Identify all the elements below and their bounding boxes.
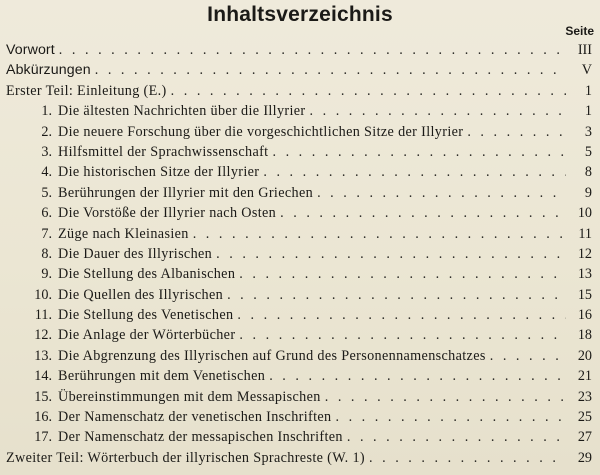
- dot-leader: [263, 162, 566, 182]
- toc-entry-number: 5.: [41, 184, 52, 201]
- toc-entry-number: 13.: [34, 347, 52, 364]
- toc-entry-label: Berührungen mit dem Venetischen: [58, 368, 266, 385]
- toc-entry: [0, 448, 600, 468]
- toc-entry-number: 3.: [41, 143, 52, 160]
- dot-leader: [227, 285, 566, 305]
- toc-entry-label: Vorwort: [6, 42, 55, 58]
- toc-entry-page: 9: [584, 184, 592, 201]
- toc-entry-number: 15.: [34, 388, 52, 405]
- dot-leader: [269, 366, 566, 386]
- toc-entry: [0, 122, 600, 142]
- toc-entry: [0, 285, 600, 305]
- dot-leader: [95, 60, 566, 80]
- toc-entry-label: Die historischen Sitze der Illyrier: [58, 164, 260, 181]
- dot-leader: [317, 183, 566, 203]
- toc-entry-page: 20: [577, 347, 592, 364]
- toc-entry: [0, 60, 600, 80]
- dot-leader: [335, 407, 566, 427]
- dot-leader: [171, 81, 566, 101]
- toc-entry-page: III: [577, 42, 592, 58]
- toc-entry-page: 27: [577, 429, 592, 446]
- toc-entry-page: 10: [577, 205, 592, 222]
- toc-entry: [0, 244, 600, 264]
- toc-entry-number: 16.: [34, 409, 52, 426]
- dot-leader: [272, 142, 566, 162]
- toc-entry-label: Übereinstimmungen mit dem Messapischen: [58, 388, 321, 405]
- toc-entry-page: 25: [577, 409, 592, 426]
- toc-entry: [0, 40, 600, 60]
- toc-entry: [0, 81, 600, 101]
- toc-entry-label: Die Dauer des Illyrischen: [58, 245, 213, 262]
- toc-entry-number: 8.: [41, 245, 52, 262]
- toc-entry-label: Der Namenschatz der messapischen Inschriften: [58, 429, 343, 446]
- toc-entry: [0, 162, 600, 182]
- page-column-header: Seite: [565, 24, 594, 38]
- dot-leader: [280, 203, 566, 223]
- dot-leader: [239, 264, 566, 284]
- toc-entry-page: 3: [584, 123, 592, 140]
- table-of-contents: [0, 40, 600, 468]
- toc-entry: [0, 407, 600, 427]
- toc-entry-page: 18: [577, 327, 592, 344]
- page-title: Inhaltsverzeichnis: [207, 3, 393, 26]
- toc-entry: [0, 142, 600, 162]
- toc-entry-number: 6.: [41, 205, 52, 222]
- toc-entry-number: 1.: [41, 103, 52, 120]
- toc-entry: [0, 101, 600, 121]
- toc-entry-label: Die Vorstöße der Illyrier nach Osten: [58, 205, 277, 222]
- toc-entry: [0, 203, 600, 223]
- toc-entry-page: 29: [577, 449, 592, 466]
- dot-leader: [325, 387, 566, 407]
- toc-entry-label: Abkürzungen: [6, 62, 91, 79]
- toc-entry-page: 8: [584, 164, 592, 181]
- toc-entry-number: 2.: [41, 123, 52, 140]
- toc-entry: [0, 427, 600, 447]
- toc-entry-page: 15: [577, 286, 592, 303]
- toc-entry-label: Erster Teil: Einleitung (E.): [6, 82, 167, 99]
- toc-entry-number: 10.: [34, 286, 52, 303]
- toc-entry: [0, 305, 600, 325]
- toc-entry-page: 11: [578, 225, 592, 242]
- toc-entry: [0, 224, 600, 244]
- toc-entry-page: 12: [577, 245, 592, 262]
- dot-leader: [239, 325, 566, 345]
- dot-leader: [237, 305, 566, 325]
- toc-entry-page: 5: [584, 143, 592, 160]
- toc-entry-page: V: [581, 62, 592, 79]
- toc-entry: [0, 387, 600, 407]
- toc-entry: [0, 366, 600, 386]
- toc-entry-number: 17.: [34, 429, 52, 446]
- dot-leader: [490, 346, 566, 366]
- toc-entry-label: Die neuere Forschung über die vorgeschichtlichen Sitze der Illyrier: [58, 123, 464, 140]
- dot-leader: [59, 40, 566, 60]
- toc-entry-number: 9.: [41, 266, 52, 283]
- toc-entry-label: Die ältesten Nachrichten über die Illyrier: [58, 103, 306, 120]
- toc-entry-number: 4.: [41, 164, 52, 181]
- toc-entry-label: Berührungen der Illyrier mit den Griechen: [58, 184, 314, 201]
- toc-entry-number: 11.: [34, 307, 52, 324]
- toc-entry: [0, 183, 600, 203]
- toc-entry-page: 1: [584, 103, 592, 120]
- toc-entry-label: Die Quellen des Illyrischen: [58, 286, 224, 303]
- dot-leader: [216, 244, 566, 264]
- toc-entry-label: Züge nach Kleinasien: [58, 225, 189, 242]
- toc-entry: [0, 346, 600, 366]
- dot-leader: [347, 427, 566, 447]
- toc-entry-label: Die Stellung des Albanischen: [58, 266, 236, 283]
- toc-entry-page: 13: [577, 266, 592, 283]
- toc-entry-label: Der Namenschatz der venetischen Inschriften: [58, 409, 332, 426]
- toc-entry-number: 14.: [34, 368, 52, 385]
- toc-entry-number: 12.: [34, 327, 52, 344]
- dot-leader: [310, 101, 566, 121]
- toc-entry-number: 7.: [41, 225, 52, 242]
- dot-leader: [369, 448, 566, 468]
- toc-entry-label: Zweiter Teil: Wörterbuch der illyrischen Sprachreste (W. 1): [6, 449, 365, 466]
- toc-entry-label: Hilfsmittel der Sprachwissenschaft: [58, 143, 269, 160]
- toc-entry: [0, 325, 600, 345]
- toc-entry-page: 1: [584, 82, 592, 99]
- dot-leader: [193, 224, 566, 244]
- dot-leader: [467, 122, 566, 142]
- toc-entry-label: Die Stellung des Venetischen: [58, 307, 234, 324]
- toc-entry-label: Die Anlage der Wörterbücher: [58, 327, 236, 344]
- toc-entry: [0, 264, 600, 284]
- toc-entry-label: Die Abgrenzung des Illyrischen auf Grund des Personennamenschatzes: [58, 347, 486, 364]
- toc-entry-page: 23: [577, 388, 592, 405]
- toc-entry-page: 21: [577, 368, 592, 385]
- toc-entry-page: 16: [577, 307, 592, 324]
